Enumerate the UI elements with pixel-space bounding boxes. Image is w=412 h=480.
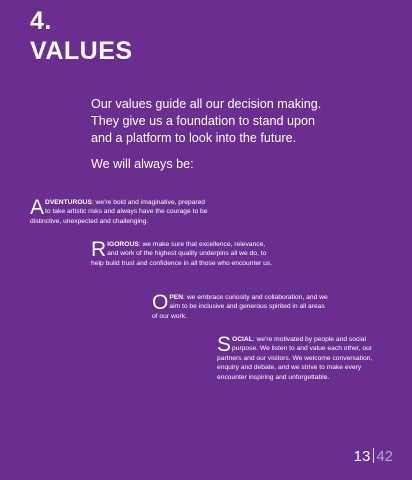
value-description: : we make sure that excellence, relevance, and work of the highest quality underpins all we do, to help build trust and confidence in all those who encounter us. — [91, 241, 273, 267]
intro-paragraph: Our values guide all our decision making. They give us a foundation to stand upon and a platform to look into the future. — [91, 97, 322, 145]
value-initial: A — [30, 196, 45, 219]
value-initial: S — [217, 333, 232, 356]
value-open — [152, 293, 332, 321]
value-description: : we embrace curiosity and collaboration, and we aim to be inclusive and generous spirited in all areas of our work. — [152, 294, 328, 320]
value-keyword: DVENTUROUS — [45, 199, 92, 206]
section-number: 4. — [30, 7, 52, 35]
value-adventurous — [30, 198, 212, 226]
section-title: VALUES — [30, 37, 133, 65]
value-keyword: OCIAL — [232, 336, 253, 343]
value-description: : we're bold and imaginative, prepared to take artistic risks and always have the courage to be distinctive, unexpected and challenging. — [30, 199, 208, 225]
value-social — [217, 335, 391, 382]
value-initial: R — [91, 238, 107, 261]
total-pages: 42 — [376, 448, 393, 465]
value-description: : we're motivated by people and social purpose. We listen to and value each other, our partners and our visitors. We welcome conversation, enquiry and debate, and we strive to make every encounter inspiring and unforgettable. — [217, 336, 373, 381]
current-page: 13 — [353, 448, 371, 465]
value-rigorous — [91, 240, 273, 268]
value-keyword: IGOROUS — [107, 241, 139, 248]
page-divider — [373, 448, 374, 463]
value-keyword: PEN — [169, 294, 184, 301]
page-number — [354, 448, 393, 466]
value-initial: O — [152, 291, 169, 314]
lead-text: We will always be: — [91, 157, 194, 171]
